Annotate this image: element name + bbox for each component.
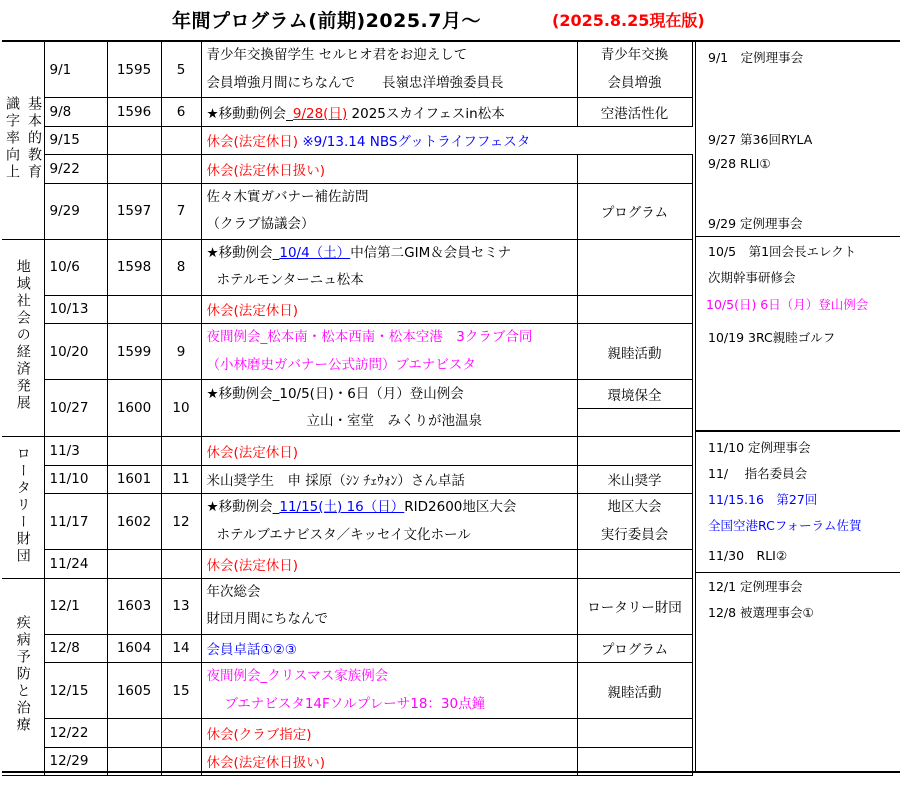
note-text: 11/ 指名委員会: [708, 466, 808, 481]
date-cell: 12/29: [44, 747, 107, 776]
content-line: ホテルブエナビスタ／キッセイ文化ホール: [216, 526, 471, 543]
table-row: [2, 155, 692, 184]
count-cell: [161, 719, 201, 748]
count-cell: 12: [161, 494, 201, 550]
notes-block-september: [696, 42, 900, 237]
meeting-number-cell: [107, 126, 161, 155]
content-cell: [201, 747, 577, 776]
content-cell: [201, 719, 577, 748]
date-cell: 10/6: [44, 239, 107, 295]
section-label-text: 疾病予防と治療: [14, 615, 31, 735]
meeting-number-cell: 1605: [107, 663, 161, 719]
count-cell: 15: [161, 663, 201, 719]
date-cell: 11/3: [44, 437, 107, 466]
category-text: 青少年交換: [600, 47, 669, 63]
content-line: 会員増強月間にちなんで: [206, 74, 355, 91]
event-date-text: 10/4（土）: [279, 244, 351, 261]
page-title: 年間プログラム(前期)2025.7月～: [172, 10, 481, 32]
date-cell: 12/22: [44, 719, 107, 748]
meeting-number-cell: 1603: [107, 578, 161, 634]
content-cell: [201, 42, 577, 98]
category-cell: [577, 239, 692, 295]
date-cell: 10/27: [44, 380, 107, 437]
content-cell: [201, 126, 692, 155]
content-line: 長嶺忠洋増強委員長: [382, 74, 504, 91]
section-label-text: 地域社会の経済発展: [14, 259, 31, 413]
edition-date: (2025.8.25現在版): [552, 11, 705, 30]
meeting-number-cell: [107, 747, 161, 776]
category-text: 地区大会: [607, 499, 662, 515]
table-row: [2, 295, 692, 324]
table-row: [2, 747, 692, 776]
holiday-text: 休会(クラブ指定): [206, 726, 312, 743]
category-cell: [577, 437, 692, 466]
category-cell: [577, 155, 692, 184]
meeting-number-cell: 1596: [107, 98, 161, 127]
note-text: 9/29 定例理事会: [708, 216, 803, 231]
note-text: ※9/13.14 NBSグットライフフェスタ: [298, 134, 531, 151]
holiday-text: 休会(法定休日): [206, 557, 299, 574]
date-cell: 12/8: [44, 634, 107, 663]
meeting-number-cell: 1598: [107, 239, 161, 295]
note-text: 11/30 RLI②: [708, 548, 788, 563]
category-cell: [577, 408, 692, 437]
content-cell: [201, 663, 577, 719]
content-line: 青少年交換留学生 セルヒオ君をお迎えして: [206, 47, 468, 63]
holiday-text: 休会(法定休日扱い): [206, 162, 326, 179]
category-cell: [577, 295, 692, 324]
count-cell: [161, 126, 201, 155]
meeting-number-cell: 1600: [107, 380, 161, 437]
content-cell: [201, 295, 577, 324]
meeting-number-cell: [107, 550, 161, 579]
meeting-number-cell: [107, 437, 161, 466]
date-cell: 12/1: [44, 578, 107, 634]
date-cell: 10/13: [44, 295, 107, 324]
section-label: [2, 239, 44, 437]
content-line: 年次総会: [206, 583, 261, 600]
content-text: 2025スカイフェスin松本: [347, 105, 505, 122]
content-cell: [201, 239, 577, 295]
section-label-text: ロータリー財団: [14, 445, 31, 565]
date-cell: 9/8: [44, 98, 107, 127]
section-label: [2, 437, 44, 579]
schedule-sheet: [2, 40, 900, 773]
category-cell: 親睦活動: [577, 663, 692, 719]
category-cell: 空港活性化: [577, 98, 692, 127]
category-text: 会員増強: [607, 74, 662, 91]
count-cell: 10: [161, 380, 201, 437]
content-cell: [201, 324, 577, 380]
note-text: 10/5(日) 6日（月）登山例会: [706, 297, 869, 312]
notes-block-december: [696, 573, 900, 633]
category-cell: [577, 719, 692, 748]
content-cell: [201, 550, 577, 579]
meeting-number-cell: [107, 155, 161, 184]
date-cell: 9/29: [44, 183, 107, 239]
note-text: 10/5 第1回会長エレクト: [708, 244, 857, 259]
section-label-text: 基本的教育: [26, 95, 42, 181]
count-cell: [161, 155, 201, 184]
count-cell: [161, 550, 201, 579]
meeting-number-cell: 1602: [107, 494, 161, 550]
category-cell: プログラム: [577, 183, 692, 239]
content-cell: [201, 634, 577, 663]
content-cell: 米山奨学生 申 採原（ｼﾝ ﾁｪｳｫﾝ）さん卓話: [201, 465, 577, 494]
date-cell: 11/10: [44, 465, 107, 494]
schedule-table: [2, 42, 693, 776]
holiday-text: 休会(法定休日): [206, 444, 299, 461]
content-text: ★移動例会_: [206, 244, 280, 261]
table-row: [2, 465, 692, 494]
section-label: [2, 578, 44, 776]
table-row: [2, 719, 692, 748]
category-cell: [577, 494, 692, 550]
notes-panel: [695, 42, 900, 771]
date-cell: 12/15: [44, 663, 107, 719]
category-cell: 親睦活動: [577, 324, 692, 380]
content-line: （クラブ協議会）: [206, 216, 315, 232]
event-date-text: 9/28(日): [292, 105, 348, 122]
note-text: 9/28 RLI①: [708, 156, 771, 171]
count-cell: 11: [161, 465, 201, 494]
date-cell: 10/20: [44, 324, 107, 380]
event-date-text: 10/5(日): [279, 385, 334, 402]
category-text: 実行委員会: [600, 526, 669, 543]
content-cell: [201, 155, 577, 184]
count-cell: 8: [161, 239, 201, 295]
content-line: 夜間例会_松本南・松本西南・松本空港 3クラブ合同: [206, 329, 533, 345]
count-cell: [161, 437, 201, 466]
content-line: 立山・室堂 みくりが池温泉: [306, 413, 482, 429]
content-cell: [201, 98, 577, 127]
holiday-text: 休会(法定休日): [206, 134, 299, 151]
date-cell: 11/17: [44, 494, 107, 550]
table-row: [2, 550, 692, 579]
meeting-number-cell: [107, 295, 161, 324]
count-cell: [161, 295, 201, 324]
note-text: 全国空港RCフォーラム佐賀: [708, 518, 862, 533]
count-cell: 7: [161, 183, 201, 239]
category-cell: プログラム: [577, 634, 692, 663]
section-label-text: 識字率向上: [4, 95, 20, 181]
date-cell: 9/22: [44, 155, 107, 184]
date-cell: 9/1: [44, 42, 107, 98]
note-text: 12/1 定例理事会: [708, 579, 803, 594]
table-row: [2, 437, 692, 466]
content-text: ★移動例会_: [206, 499, 280, 515]
content-line: （小林磨史ガバナー公式訪問）ブエナビスタ: [206, 356, 476, 373]
content-text: ★移動動例会_: [206, 105, 293, 122]
content-cell: [201, 578, 577, 634]
content-line: 財団月間にちなんで: [206, 611, 328, 627]
table-row: [2, 126, 692, 155]
count-cell: 5: [161, 42, 201, 98]
count-cell: 14: [161, 634, 201, 663]
meeting-number-cell: 1597: [107, 183, 161, 239]
header: [0, 0, 900, 40]
content-text: ★移動例会_: [206, 385, 280, 402]
content-line: ブエナビスタ14Fソルプレーサ18：30点鐘: [224, 695, 486, 712]
note-text: 12/8 被選理事会①: [708, 605, 814, 620]
content-line: 夜間例会_クリスマス家族例会: [206, 668, 389, 684]
category-cell: 環境保全: [577, 380, 692, 409]
content-text: 会員卓話①②③: [206, 642, 297, 659]
category-cell: 米山奨学: [577, 465, 692, 494]
note-text: 次期幹事研修会: [708, 270, 796, 285]
count-cell: 9: [161, 324, 201, 380]
table-row: [2, 634, 692, 663]
notes-block-october: [696, 238, 900, 430]
content-text: 中信第二GIM＆会員セミナ: [350, 244, 512, 261]
date-cell: 9/15: [44, 126, 107, 155]
meeting-number-cell: 1599: [107, 324, 161, 380]
count-cell: 6: [161, 98, 201, 127]
note-text: 10/19 3RC親睦ゴルフ: [708, 330, 836, 345]
section-label: [2, 42, 44, 239]
table-row: [2, 380, 692, 409]
holiday-text: 休会(法定休日扱い): [206, 755, 326, 772]
content-cell: [201, 380, 577, 437]
count-cell: 13: [161, 578, 201, 634]
note-text: 11/10 定例理事会: [708, 440, 811, 455]
content-line: ホテルモンターニュ松本: [216, 272, 364, 288]
category-cell: [577, 747, 692, 776]
meeting-number-cell: [107, 719, 161, 748]
category-cell: [577, 550, 692, 579]
note-text: 9/1 定例理事会: [708, 50, 804, 65]
content-cell: [201, 494, 577, 550]
category-cell: ロータリー財団: [577, 578, 692, 634]
category-cell: [577, 42, 692, 98]
table-row: [2, 98, 692, 127]
holiday-text: 休会(法定休日): [206, 303, 299, 320]
content-text: RID2600地区大会: [404, 499, 517, 515]
content-cell: [201, 183, 577, 239]
meeting-number-cell: 1604: [107, 634, 161, 663]
content-line: 佐々木實ガバナー補佐訪問: [206, 188, 369, 205]
notes-block-november: [696, 430, 900, 573]
count-cell: [161, 747, 201, 776]
content-cell: [201, 437, 577, 466]
date-cell: 11/24: [44, 550, 107, 579]
note-text: 11/15.16 第27回: [708, 492, 818, 507]
content-text: ・6日（月）登山例会: [333, 385, 464, 402]
event-date-text: 11/15(土) 16（日）: [279, 499, 405, 515]
meeting-number-cell: 1595: [107, 42, 161, 98]
meeting-number-cell: 1601: [107, 465, 161, 494]
note-text: 9/27 第36回RYLA: [708, 132, 813, 147]
